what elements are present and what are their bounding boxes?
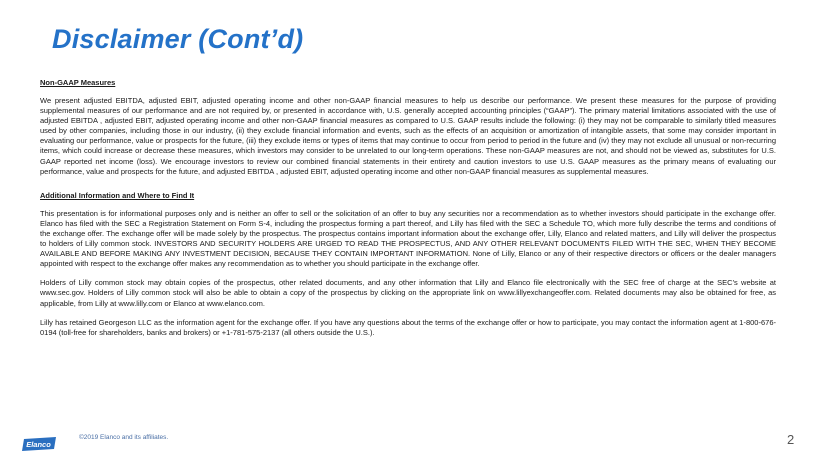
- section-heading: Additional Information and Where to Find It: [40, 190, 195, 200]
- paragraph: We present adjusted EBITDA, adjusted EBIT, adjusted operating income and other non-GAAP financial measures to help us describe our performance. We present these measures for the purpose of providing supplemental measures of our performance and are not required by, or presented in accordance with, U.S. generally accepted accounting principles (“GAAP”). The primary material limitations associated with the use of adjusted EBITDA , adjusted EBIT, adjusted operating income and other non-GAAP financial measures as compared to U.S. GAAP results include the following: (i) they may not be comparable to similarly titled measures used by other companies, including those in our industry, (ii) they exclude financial information and events, such as the effects of an acquisition or amortization of intangible assets, that some may consider important in evaluating our performance, value or prospects for the future, (iii) they exclude items or types of items that may continue to occur from period to period in the future and (iv) they may not exclude all unusual or non-recurring items, which could increase or decrease these measures, which investors may consider to be unrelated to our long-term operations. These non-GAAP measures are not, and should not be viewed as, substitutes for U.S. GAAP reported net income (loss). We encourage investors to review our combined financial statements in their entirety and caution investors to use U.S. GAAP measures as the primary means of evaluating our performance, value and prospects for the future, and adjusted EBITDA , adjusted EBIT, adjusted operating income and other non-GAAP financial measures as supplemental measures.: [40, 96, 776, 176]
- paragraph: Lilly has retained Georgeson LLC as the information agent for the exchange offer. If you have any questions about the terms of the exchange offer or how to participate, you may contact the information agent at 1-800-676-0194 (toll-free for shareholders, banks and brokers) or +1-781-575-2137 (all others outside the U.S.).: [40, 317, 776, 337]
- section-additional-information: [40, 191, 776, 338]
- section-non-gaap: [40, 78, 776, 177]
- slide-title: Disclaimer (Cont’d): [52, 24, 304, 54]
- logo-text: Elanco: [26, 440, 51, 449]
- paragraph: Holders of Lilly common stock may obtain copies of the prospectus, other related documents, and any other information that Lilly and Elanco file electronically with the SEC free of charge at the SEC’s website at www.sec.gov. Holders of Lilly common stock will also be able to obtain a copy of the prospectus by clicking on the appropriate link on www.lillyexchangeoffer.com. Related documents may also be obtained for free, as applicable, from Lilly at www.lilly.com or Elanco at www.elanco.com.: [40, 278, 776, 308]
- disclaimer-body: [40, 78, 776, 338]
- elanco-logo: [21, 437, 57, 451]
- page-number: 2: [787, 432, 795, 447]
- copyright-notice: ©2019 Elanco and its affiliates.: [79, 434, 169, 441]
- paragraph: This presentation is for informational purposes only and is neither an offer to sell or the solicitation of an offer to buy any securities nor a recommendation as to whether investors should participate in the exchange offer. Elanco has filed with the SEC a Registration Statement on Form S-4, including the prospectus forming a part thereof, and Lilly has filed with the SEC a Schedule TO, which more fully describe the terms and conditions of the exchange offer. The exchange offer will be made solely by the prospectus. The prospectus contains important information about the exchange offer, Lilly, Elanco and related matters, and Lilly will deliver the prospectus to holders of Lilly common stock. INVESTORS AND SECURITY HOLDERS ARE URGED TO READ THE PROSPECTUS, AND ANY OTHER RELEVANT DOCUMENTS FILED WITH THE SEC, WHEN THEY BECOME AVAILABLE AND BEFORE MAKING ANY INVESTMENT DECISION, BECAUSE THEY CONTAIN IMPORTANT INFORMATION. None of Lilly, Elanco or any of their respective directors or officers or the dealer managers appointed with respect to the exchange offer makes any recommendation as to whether you should participate in the exchange offer.: [40, 208, 776, 269]
- section-heading: Non-GAAP Measures: [40, 78, 116, 87]
